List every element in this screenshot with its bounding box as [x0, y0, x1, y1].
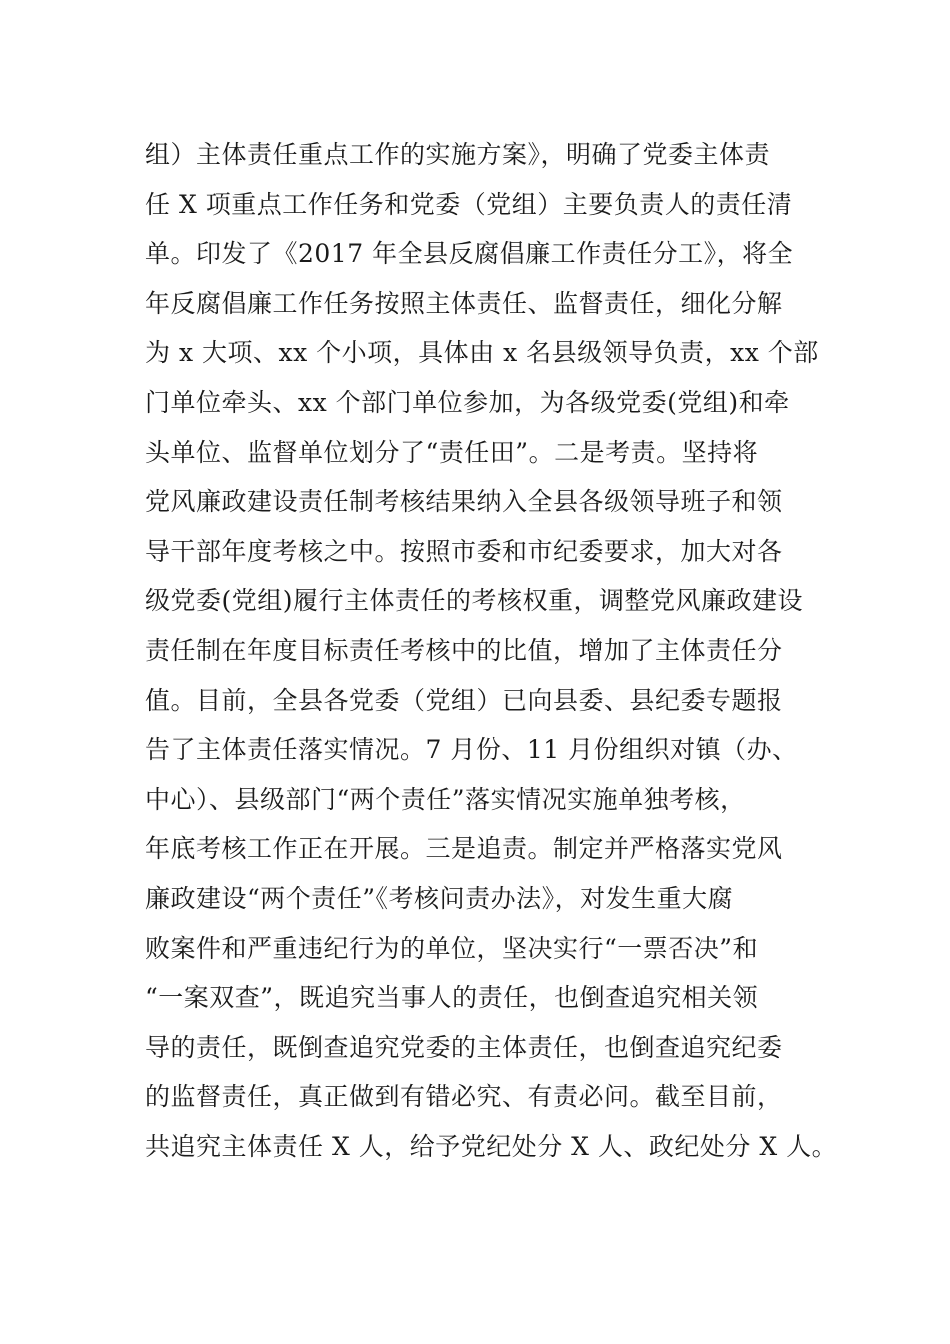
text-line-4: 年反腐倡廉工作任务按照主体责任、监督责任，细化分解	[145, 288, 783, 318]
text-line-2: 任 X 项重点工作任务和党委（党组）主要负责人的责任清	[145, 189, 793, 219]
text-line-20: 的监督责任，真正做到有错必究、有责必问。截至目前，	[145, 1082, 783, 1112]
text-line-21: 共追究主体责任 X 人，给予党纪处分 X 人、政纪处分 X 人。	[145, 1131, 838, 1161]
text-line-18: “一案双查”，既追究当事人的责任，也倒查追究相关领	[145, 983, 759, 1013]
text-line-1: 组）主体责任重点工作的实施方案》，明确了党委主体责	[145, 140, 771, 169]
text-line-12: 值。目前，全县各党委（党组）已向县委、县纪委专题报	[145, 685, 783, 715]
text-line-8: 党风廉政建设责任制考核结果纳入全县各级领导班子和领	[145, 487, 783, 517]
text-line-9: 导干部年度考核之中。按照市委和市纪委要求，加大对各	[145, 536, 783, 566]
body-paragraph	[145, 130, 845, 1171]
text-line-7: 头单位、监督单位划分了“责任田”。二是考责。坚持将	[145, 437, 759, 467]
text-line-16: 廉政建设“两个责任”《考核问责办法》，对发生重大腐	[145, 883, 734, 913]
text-line-15: 年底考核工作正在开展。三是追责。制定并严格落实党风	[145, 834, 783, 864]
text-line-6: 门单位牵头、xx 个部门单位参加，为各级党委(党组)和牵	[145, 387, 790, 417]
text-line-10: 级党委(党组)履行主体责任的考核权重，调整党风廉政建设	[145, 586, 804, 616]
text-line-11: 责任制在年度目标责任考核中的比值，增加了主体责任分	[145, 635, 783, 665]
text-line-14: 中心）、县级部门“两个责任”落实情况实施单独考核，	[145, 784, 746, 814]
text-line-19: 导的责任，既倒查追究党委的主体责任，也倒查追究纪委	[145, 1032, 783, 1062]
text-line-3: 单。印发了《2017 年全县反腐倡廉工作责任分工》，将全	[145, 239, 794, 269]
text-line-17: 败案件和严重违纪行为的单位，坚决实行“一票否决”和	[145, 933, 759, 963]
text-line-5: 为 x 大项、xx 个小项，具体由 x 名县级领导负责，xx 个部	[145, 338, 819, 368]
text-line-13: 告了主体责任落实情况。7 月份、11 月份组织对镇（办、	[145, 735, 798, 765]
